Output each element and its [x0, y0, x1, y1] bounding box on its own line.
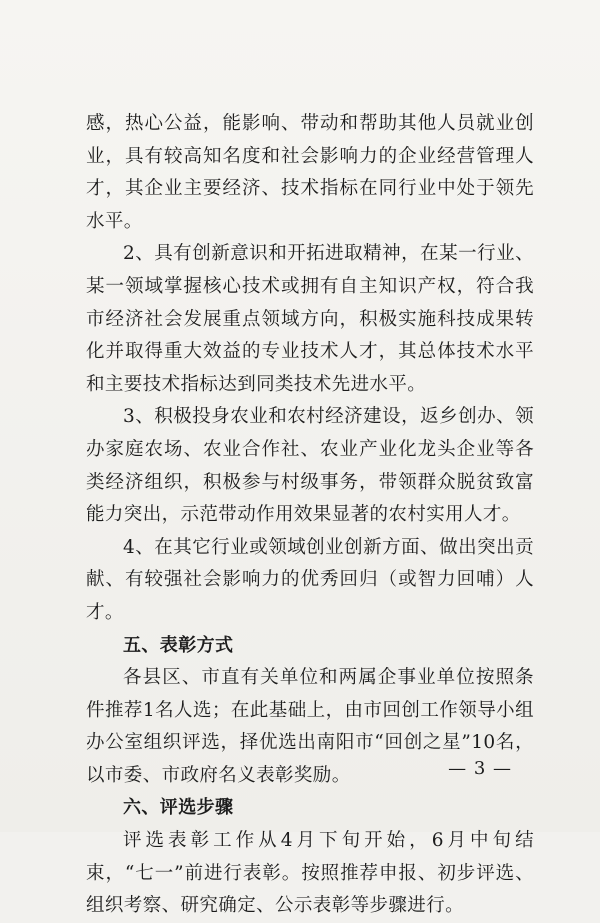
section-heading-award-method: 五、表彰方式	[123, 634, 234, 656]
page-number: — 3 —	[448, 758, 512, 779]
section-heading-selection-steps: 六、评选步骤	[123, 797, 234, 819]
paragraph-criterion-3: 3、积极投身农业和农村经济建设，返乡创办、领办家庭农场、农业合作社、农业产业化龙头企业等各类经济组织，积极参与村级事务，带领群众脱贫致富能力突出，示范带动作用效果显著的农村实用人才。	[86, 406, 534, 526]
paragraph-criterion-2: 2、具有创新意识和开拓进取精神，在某一行业、某一领域掌握核心技术或拥有自主知识产权，符合我市经济社会发展重点领域方向，积极实施科技成果转化并取得重大效益的专业技术人才，其总体技术水平和主要技术指标达到同类技术先进水平。	[86, 243, 534, 395]
paragraph-selection-steps: 评选表彰工作从4月下旬开始，6月中旬结束，“七一”前进行表彰。按照推荐申报、初步评选、组织考察、研究确定、公示表彰等步骤进行。	[86, 830, 534, 917]
paragraph-award-method: 各县区、市直有关单位和两属企事业单位按照条件推荐1名人选；在此基础上，由市回创工作领导小组办公室组织评选，择优选出南阳市“回创之星”10名，以市委、市政府名义表彰奖励。	[86, 667, 534, 786]
paragraph-criterion-4: 4、在其它行业或领域创业创新方面、做出突出贡献、有较强社会影响力的优秀回归（或智力回哺）人才。	[86, 536, 534, 623]
paragraph-continuation: 感，热心公益，能影响、带动和帮助其他人员就业创业，具有较高知名度和社会影响力的企业经营管理人才，其企业主要经济、技术指标在同行业中处于领先水平。	[86, 113, 534, 232]
body-text	[86, 108, 534, 923]
